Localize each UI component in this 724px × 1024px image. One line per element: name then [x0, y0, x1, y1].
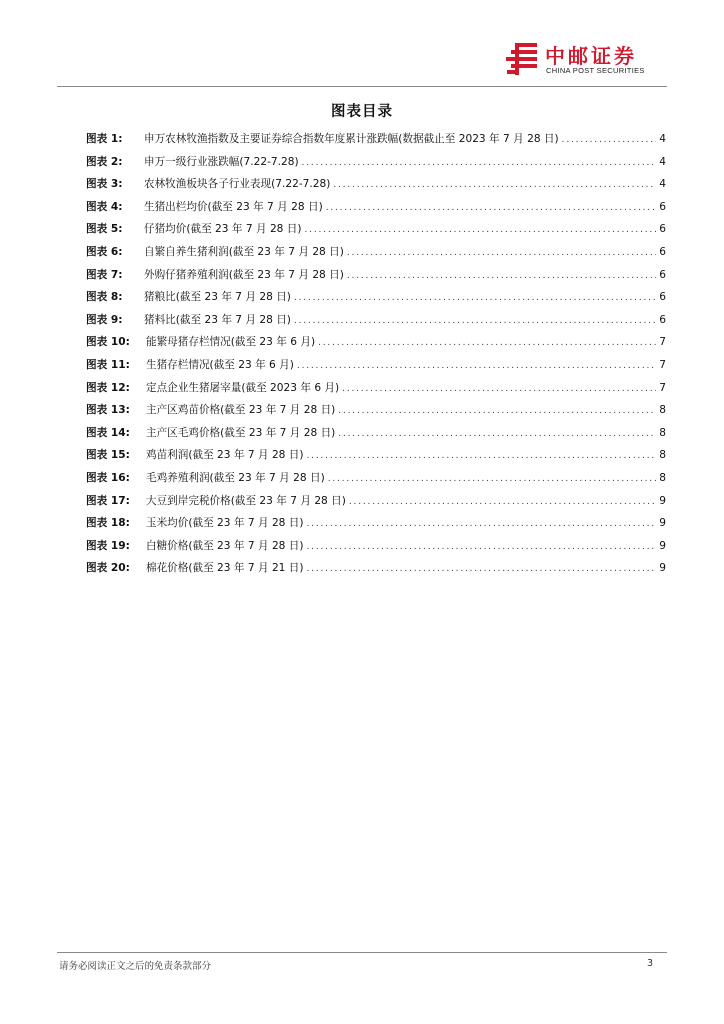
- toc-entry[interactable]: [86, 334, 666, 357]
- company-logo: [505, 42, 665, 82]
- toc-entry-number: 图表 19:: [86, 539, 130, 552]
- toc-entry-page: 6: [659, 291, 666, 304]
- toc-title: 图表目录: [331, 104, 393, 120]
- toc-dot-leader: [307, 451, 657, 461]
- toc-dot-leader: [328, 474, 657, 484]
- toc-entry-number: 图表 3:: [86, 178, 123, 191]
- toc-entry-page: 7: [659, 336, 666, 349]
- toc-entry[interactable]: [86, 267, 666, 290]
- toc-entry-title: 申万一级行业涨跌幅(7.22-7.28): [144, 155, 299, 168]
- toc-entry[interactable]: [86, 515, 666, 538]
- toc-entry[interactable]: [86, 221, 666, 244]
- toc-entry-page: 6: [659, 313, 666, 326]
- toc-entry-number: 图表 5:: [86, 223, 123, 236]
- toc-entry-page: 7: [659, 381, 666, 394]
- toc-entry[interactable]: [86, 154, 666, 177]
- toc-entry-page: 9: [659, 539, 666, 552]
- toc-dot-leader: [302, 158, 657, 168]
- toc-entry-title: 毛鸡养殖利润(截至 23 年 7 月 28 日): [146, 471, 325, 484]
- toc-entry-title: 定点企业生猪屠宰量(截至 2023 年 6 月): [146, 381, 340, 394]
- toc-entry-number: 图表 15:: [86, 449, 130, 462]
- toc-entry-number: 图表 12:: [86, 381, 130, 394]
- toc-entry-number: 图表 16:: [86, 471, 130, 484]
- toc-entry-page: 8: [659, 471, 666, 484]
- toc-entry-page: 7: [659, 358, 666, 371]
- toc-entry-title: 外购仔猪养殖利润(截至 23 年 7 月 28 日): [144, 268, 344, 281]
- toc-dot-leader: [338, 406, 656, 416]
- toc-entry-number: 图表 4:: [86, 200, 123, 213]
- toc-entry-title: 生猪出栏均价(截至 23 年 7 月 28 日): [144, 200, 323, 213]
- toc-entry-page: 9: [659, 517, 666, 530]
- toc-dot-leader: [297, 361, 656, 371]
- toc-dot-leader: [305, 225, 657, 235]
- toc-entry-title: 仔猪均价(截至 23 年 7 月 28 日): [144, 223, 302, 236]
- toc-entry-number: 图表 8:: [86, 291, 123, 304]
- toc-dot-leader: [333, 180, 656, 190]
- toc-dot-leader: [294, 293, 656, 303]
- toc-entry-page: 6: [659, 223, 666, 236]
- toc-entry[interactable]: [86, 357, 666, 380]
- toc-entry-title: 玉米均价(截至 23 年 7 月 28 日): [146, 517, 304, 530]
- toc-entry[interactable]: [86, 560, 666, 583]
- toc-entry-page: 8: [659, 426, 666, 439]
- toc-entry[interactable]: [86, 199, 666, 222]
- toc-dot-leader: [307, 564, 657, 574]
- toc-entry[interactable]: [86, 244, 666, 267]
- page-footer: [57, 952, 667, 973]
- toc-entry-title: 大豆到岸完税价格(截至 23 年 7 月 28 日): [146, 494, 346, 507]
- toc-entry-title: 猪粮比(截至 23 年 7 月 28 日): [144, 291, 291, 304]
- logo-text-cn: 中邮证券: [545, 44, 637, 68]
- toc-entry-title: 能繁母猪存栏情况(截至 23 年 6 月): [146, 336, 316, 349]
- toc-entry-number: 图表 18:: [86, 517, 130, 530]
- footer-page-number: 3: [646, 958, 653, 969]
- toc-entry-number: 图表 2:: [86, 155, 123, 168]
- toc-entry[interactable]: [86, 131, 666, 154]
- toc-entry[interactable]: [86, 312, 666, 335]
- toc-entry-number: 图表 13:: [86, 404, 130, 417]
- toc-dot-leader: [318, 338, 656, 348]
- logo-text-en: CHINA POST SECURITIES: [546, 66, 645, 75]
- toc-dot-leader: [349, 497, 656, 507]
- toc-entry-number: 图表 7:: [86, 268, 123, 281]
- toc-entry[interactable]: [86, 493, 666, 516]
- toc-entry-title: 主产区毛鸡价格(截至 23 年 7 月 28 日): [146, 426, 336, 439]
- toc-entry[interactable]: [86, 538, 666, 561]
- toc-entry-number: 图表 9:: [86, 313, 123, 326]
- toc-entry-title: 自繁自养生猪利润(截至 23 年 7 月 28 日): [144, 245, 344, 258]
- toc-entry-number: 图表 14:: [86, 426, 130, 439]
- toc-dot-leader: [347, 271, 656, 281]
- toc-dot-leader: [294, 316, 656, 326]
- table-of-figures: [86, 131, 666, 583]
- toc-entry[interactable]: [86, 289, 666, 312]
- toc-entry-number: 图表 1:: [86, 133, 123, 145]
- toc-entry-title: 白糖价格(截至 23 年 7 月 28 日): [146, 539, 304, 552]
- toc-entry-number: 图表 17:: [86, 494, 130, 507]
- toc-entry-page: 9: [659, 494, 666, 507]
- toc-entry-number: 图表 6:: [86, 245, 123, 258]
- toc-dot-leader: [307, 542, 657, 552]
- toc-entry-page: 9: [659, 562, 666, 575]
- toc-entry-number: 图表 10:: [86, 336, 130, 349]
- toc-entry[interactable]: [86, 447, 666, 470]
- toc-entry[interactable]: [86, 380, 666, 403]
- toc-dot-leader: [307, 519, 657, 529]
- toc-dot-leader: [342, 384, 656, 394]
- toc-entry-page: 4: [659, 155, 666, 168]
- toc-entry-page: 6: [659, 200, 666, 213]
- toc-entry-page: 8: [659, 449, 666, 462]
- toc-entry[interactable]: [86, 402, 666, 425]
- toc-entry-title: 农林牧渔板块各子行业表现(7.22-7.28): [144, 178, 331, 191]
- toc-entry-number: 图表 11:: [86, 358, 130, 371]
- toc-entry-title: 申万农林牧渔指数及主要证券综合指数年度累计涨跌幅(数据截止至 2023 年 7 月 28 日): [144, 133, 559, 145]
- toc-entry-page: 8: [659, 404, 666, 417]
- toc-dot-leader: [347, 248, 656, 258]
- toc-entry-page: 4: [659, 178, 666, 191]
- toc-dot-leader: [562, 135, 657, 145]
- toc-entry-title: 猪料比(截至 23 年 7 月 28 日): [144, 313, 291, 326]
- page-header: [57, 30, 667, 87]
- toc-entry-title: 生猪存栏情况(截至 23 年 6 月): [146, 358, 294, 371]
- toc-entry-page: 6: [659, 268, 666, 281]
- toc-entry-number: 图表 20:: [86, 562, 130, 575]
- toc-entry[interactable]: [86, 470, 666, 493]
- toc-entry-title: 棉花价格(截至 23 年 7 月 21 日): [146, 562, 304, 575]
- toc-dot-leader: [338, 429, 656, 439]
- toc-entry[interactable]: [86, 425, 666, 448]
- toc-entry-title: 主产区鸡苗价格(截至 23 年 7 月 28 日): [146, 404, 336, 417]
- footer-disclaimer: 请务必阅读正文之后的免责条款部分: [59, 961, 212, 972]
- toc-entry-page: 6: [659, 245, 666, 258]
- china-post-logo-icon: [505, 42, 539, 76]
- toc-entry[interactable]: [86, 176, 666, 199]
- toc-entry-title: 鸡苗利润(截至 23 年 7 月 28 日): [146, 449, 304, 462]
- toc-dot-leader: [326, 203, 657, 213]
- toc-entry-page: 4: [659, 133, 666, 145]
